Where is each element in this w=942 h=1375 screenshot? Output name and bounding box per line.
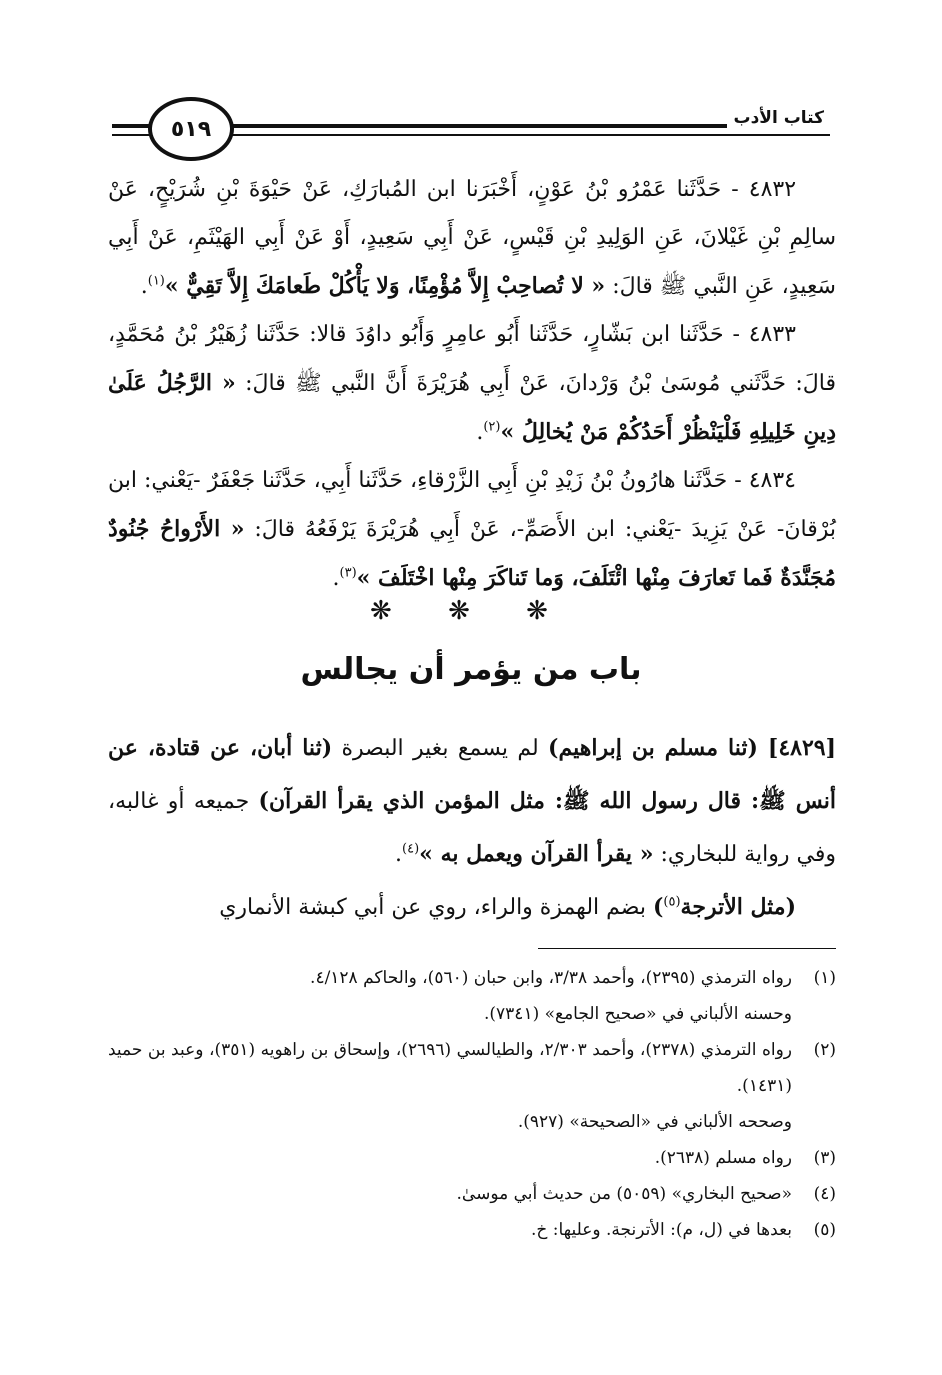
commentary-quote: « يقرأ القرآن ويعمل به » bbox=[419, 841, 654, 867]
commentary-text: لم يسمع بغير البصرة bbox=[341, 736, 539, 761]
section-title: باب من يؤمر أن يجالس bbox=[300, 652, 642, 687]
footnote-ref: (٤) bbox=[402, 841, 420, 857]
footnote-line: رواه الترمذي (٢٣٧٨)، وأحمد ٢/٣٠٣، والطيالسي (٢٦٩٦)، وإسحاق بن راهويه (٣٥١)، وعبد بن حميد (١٤٣١). bbox=[108, 1040, 792, 1096]
footnote-body bbox=[108, 1212, 792, 1248]
footnote-ref: (٥) bbox=[663, 894, 681, 910]
footnotes bbox=[108, 960, 836, 1248]
footnote bbox=[108, 1140, 836, 1176]
hadith-isnad: حَدَّثَنا هارُونُ بْنُ زَيْدِ بْنِ أَبِي الزَّرْقاءِ، حَدَّثَنا أَبِي، حَدَّثَنا جَعْفَرٌ -يَعْني: ابن بُرْقانَ- عَنْ يَزِيدَ -يَعْني: ابن الأَصَمِّ-، عَنْ أَبِي هُرَيْرَةَ يَرْفَعُهُ قالَ: bbox=[108, 468, 836, 542]
commentary-bold: (ثنا أبان، عن قتادة، عن أنس ﷺ: قال رسول الله ﷺ: مثل المؤمن الذي يقرأ القرآن) bbox=[108, 735, 836, 814]
commentary-bold: ) bbox=[652, 894, 664, 920]
commentary-block bbox=[108, 722, 836, 934]
hadith-number: ٤٨٣٣ - bbox=[732, 322, 796, 347]
footnote-divider bbox=[538, 948, 836, 949]
footnote-body bbox=[108, 1032, 792, 1140]
header-rule-right-thin bbox=[226, 134, 830, 136]
header-rule-left bbox=[112, 124, 152, 128]
footnote-line: «صحيح البخاري» (٥٠٥٩) من حديث أبي موسىٰ. bbox=[456, 1184, 792, 1204]
footnote-line: وصححه الألباني في «الصحيحة» (٩٢٧). bbox=[517, 1112, 792, 1132]
footnote-number: (٣) bbox=[813, 1148, 836, 1168]
commentary-paragraph bbox=[108, 881, 836, 934]
footnote-line: بعدها في (ل، م): الأترنجة. وعليها: خ. bbox=[530, 1220, 792, 1240]
footnote-number: (١) bbox=[813, 968, 836, 988]
page-number: ٥١٩ bbox=[148, 97, 234, 161]
footnote-body bbox=[108, 1140, 792, 1176]
header-rule-left-thin bbox=[112, 134, 152, 136]
footnote-line: رواه الترمذي (٢٣٩٥)، وأحمد ٣/٣٨، وابن حبان (٥٦٠)، والحاكم ٤/١٢٨. bbox=[310, 968, 792, 988]
hadith-number: ٤٨٣٢ - bbox=[731, 177, 797, 202]
footnote-number: (٤) bbox=[813, 1184, 836, 1204]
commentary-bold: (مثل الأترجة bbox=[680, 894, 796, 920]
footnote-line: رواه مسلم (٢٦٣٨). bbox=[654, 1148, 792, 1168]
commentary-text: جميعه أو غالبه، وفي رواية للبخاري: bbox=[108, 789, 836, 867]
footnote-ref: (٢) bbox=[483, 419, 501, 435]
hadith-matn: « الأَرْواحُ جُنُودٌ مُجَنَّدَةٌ فَما تَعارَفَ مِنْها ائْتَلَفَ، وَما تَناكَرَ مِنْها اخْتَلَفَ » bbox=[108, 516, 836, 591]
separator-stars: ❋ ❋ ❋ bbox=[370, 596, 572, 626]
footnote bbox=[108, 1176, 836, 1212]
footnote-number: (٥) bbox=[813, 1220, 836, 1240]
commentary-paragraph: [٤٨٢٩] (ثنا مسلم بن إبراهيم) لم يسمع بغير البصرة (ثنا أبان، عن قتادة، عن أنس ﷺ: قال رسول الله ﷺ: مثل المؤمن الذي يقرأ القرآن) جميعه أو غالبه، وفي رواية للبخاري: « يقرأ القرآن ويعمل به »$^{(٤)}$. bbox=[108, 735, 837, 867]
hadith-isnad: حَدَّثَنا ابن بَشّارٍ، حَدَّثَنا أَبُو عامِرٍ وَأَبُو داوُدَ قالا: حَدَّثَنا زُهَيْرُ بْنُ مُحَمَّدٍ، قالَ: حَدَّثَني مُوسَىٰ بْنُ وَرْدانَ، عَنْ أَبِي هُرَيْرَةَ أَنَّ النَّبي ﷺ قالَ: bbox=[108, 322, 836, 396]
footnote-line: وحسنه الألباني في «صحيح الجامع» (٧٣٤١). bbox=[484, 1004, 792, 1024]
footnote bbox=[108, 960, 836, 1032]
footnote-ref: (١) bbox=[147, 273, 165, 289]
hadith-4832: ٤٨٣٢ - حَدَّثَنا عَمْرُو بْنُ عَوْنٍ، أَخْبَرَنا ابن المُبارَكِ، عَنْ حَيْوَةَ بْنِ شُرَيْحٍ، عَنْ سالِمِ بْنِ غَيْلانَ، عَنِ الوَلِيدِ بْنِ قَيْسٍ، عَنْ أَبِي سَعِيدٍ، أَوْ عَنْ أَبِي الهَيْثَمِ، عَنْ أَبِي سَعِيدٍ، عَنِ النَّبي ﷺ قالَ: « لا تُصاحِبْ إِلاَّ مُؤْمِنًا، وَلا يَأْكُلْ طَعامَكَ إِلاَّ تَقِيٌّ »$^{(١)}$. bbox=[108, 177, 836, 299]
commentary-text: بضم الهمزة والراء، روي عن أبي كبشة الأنماري bbox=[219, 895, 646, 920]
hadith-number: ٤٨٣٤ - bbox=[734, 468, 796, 493]
footnote bbox=[108, 1032, 836, 1140]
hadith-matn: « الرَّجُلُ عَلَىٰ دِينِ خَلِيلِهِ فَلْيَنْظُرْ أَحَدُكُمْ مَنْ يُخالِلُ » bbox=[108, 370, 836, 445]
footnote-number: (٢) bbox=[813, 1040, 836, 1060]
hadith-4834: ٤٨٣٤ - حَدَّثَنا هارُونُ بْنُ زَيْدِ بْنِ أَبِي الزَّرْقاءِ، حَدَّثَنا أَبِي، حَدَّثَنا جَعْفَرٌ -يَعْني: ابن بُرْقانَ- عَنْ يَزِيدَ -يَعْني: ابن الأَصَمِّ-، عَنْ أَبِي هُرَيْرَةَ يَرْفَعُهُ قالَ: « الأَرْواحُ جُنُودٌ مُجَنَّدَةٌ فَما تَعارَفَ مِنْها ائْتَلَفَ، وَما تَناكَرَ مِنْها اخْتَلَفَ »$^{(٣)}$. bbox=[108, 468, 836, 591]
running-head: كتاب الأدب bbox=[727, 108, 830, 128]
footnote-ref: (٣) bbox=[339, 565, 357, 581]
hadith-4833: ٤٨٣٣ - حَدَّثَنا ابن بَشّارٍ، حَدَّثَنا أَبُو عامِرٍ وَأَبُو داوُدَ قالا: حَدَّثَنا زُهَيْرُ بْنُ مُحَمَّدٍ، قالَ: حَدَّثَني مُوسَىٰ بْنُ وَرْدانَ، عَنْ أَبِي هُرَيْرَةَ أَنَّ النَّبي ﷺ قالَ: « الرَّجُلُ عَلَىٰ دِينِ خَلِيلِهِ فَلْيَنْظُرْ أَحَدُكُمْ مَنْ يُخالِلُ »$^{(٢)}$. bbox=[108, 322, 836, 445]
hadith-matn: « لا تُصاحِبْ إِلاَّ مُؤْمِنًا، وَلا يَأْكُلْ طَعامَكَ إِلاَّ تَقِيٌّ » bbox=[164, 273, 606, 299]
hadith-isnad: حَدَّثَنا عَمْرُو بْنُ عَوْنٍ، أَخْبَرَنا ابن المُبارَكِ، عَنْ حَيْوَةَ بْنِ شُرَيْحٍ، عَنْ سالِمِ بْنِ غَيْلانَ، عَنِ الوَلِيدِ بْنِ قَيْسٍ، عَنْ أَبِي سَعِيدٍ، أَوْ عَنْ أَبِي الهَيْثَمِ، عَنْ أَبِي سَعِيدٍ، عَنِ النَّبي ﷺ قالَ: bbox=[108, 177, 836, 299]
footnote-body bbox=[108, 1176, 792, 1212]
hadith-block bbox=[108, 166, 836, 603]
commentary-bold: [٤٨٢٩] (ثنا مسلم بن إبراهيم) bbox=[548, 735, 837, 761]
footnote bbox=[108, 1212, 836, 1248]
footnote-body bbox=[108, 960, 792, 1032]
